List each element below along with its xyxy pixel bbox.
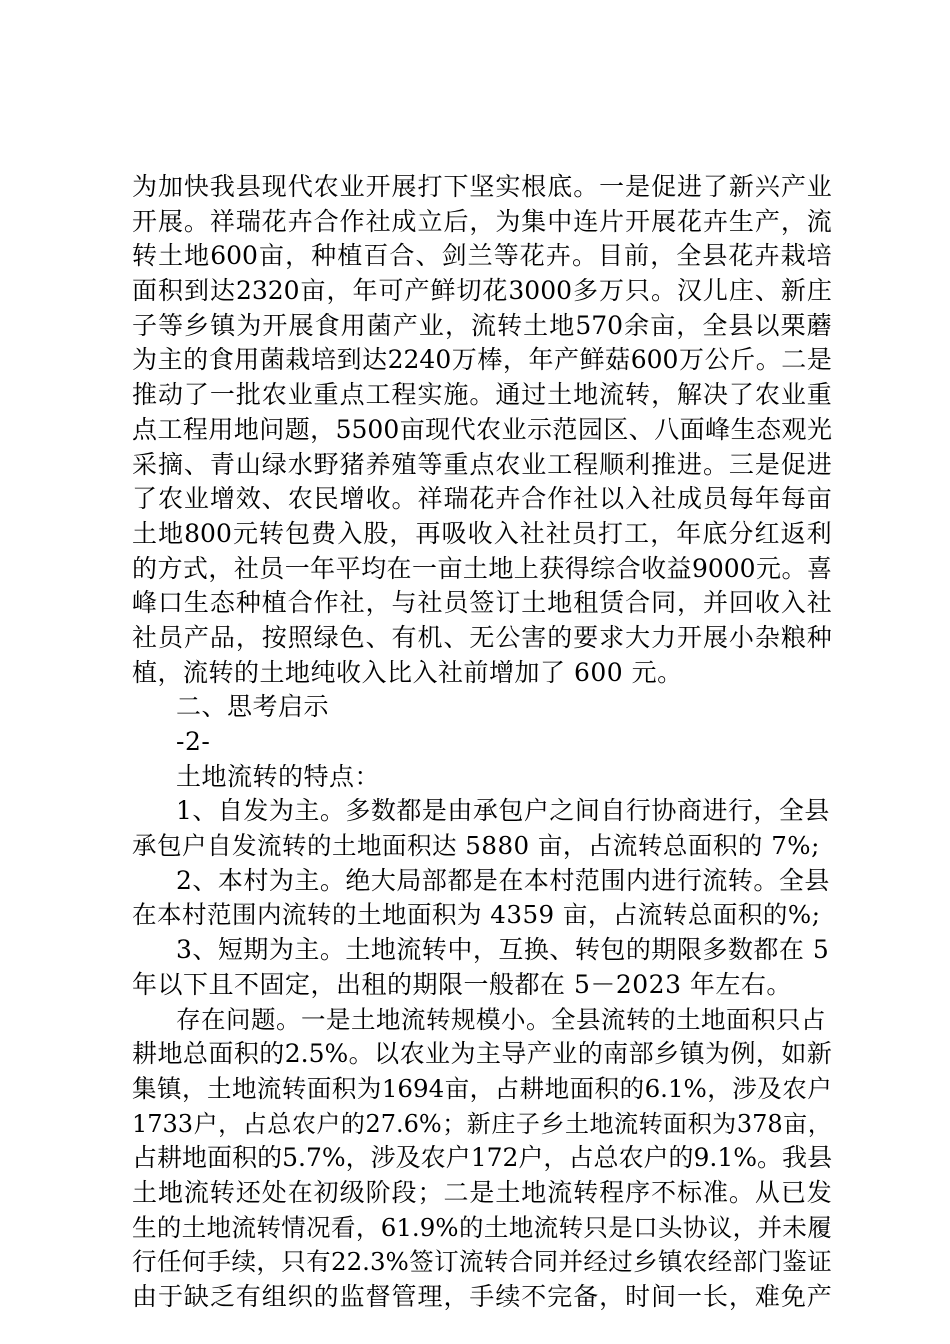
section-heading: 二、思考启示 <box>176 692 330 722</box>
text-line: 植，流转的土地纯收入比入社前增加了 600 元。 <box>132 657 683 687</box>
text-line: 存在问题。一是土地流转规模小。全县流转的土地面积只占 <box>176 1004 826 1034</box>
text-line: 开 展 。 祥 瑞 花 卉 合 作 社 成 立 后 ， 为 集 中 连 片 开 展 花 卉 生 产 ， 流 <box>132 206 832 236</box>
text-line: 土 地 800 元 转 包 费 入 股 ， 再 吸 收 入 社 社 员 打 工 ， 年 底 分 红 返 利 <box>132 518 832 548</box>
text-line: 社 员 产 品 ， 按 照 绿 色 、 有 机 、 无 公 害 的 要 求 大 力 开 展 小 杂 粮 种 <box>132 622 832 652</box>
text-line: 峰 口 生 态 种 植 合 作 社 ， 与 社 员 签 订 土 地 租 赁 合 同 ， 并 回 收 入 社 <box>132 588 832 618</box>
text-line: 采 摘 、 青 山 绿 水 野 猪 养 殖 等 重 点 农 业 工 程 顺 利 推 进 。 三 是 促 进 <box>132 449 832 479</box>
text-line: 由 于 缺 乏 有 组 织 的 监 督 管 理 ， 手 续 不 完 备 ， 时 间 一 长 ， 难 免 产 <box>132 1282 832 1311</box>
text-line: 耕 地 总 面 积 的 2.5% 。 以 农 业 为 主 导 产 业 的 南 部 乡 镇 为 例 ， 如 新 <box>132 1039 832 1069</box>
text-line: 在本村范围内流转的土地面积为 4359 亩，占流转总面积的%; <box>132 900 821 930</box>
text-line: 集 镇 ， 土 地 流 转 面 积 为 1694 亩 ， 占 耕 地 面 积 的 6.1% ， 涉 及 农 户 <box>132 1073 832 1103</box>
text-line: 3、短期为主。土地流转中，互换、转包的期限多数都在 5 <box>176 935 830 965</box>
text-line: 了 农 业 增 效 、 农 民 增 收 。 祥 瑞 花 卉 合 作 社 以 入 社 成 员 每 年 每 亩 <box>132 484 832 514</box>
text-line: 1733 户 ， 占 总 农 户 的 27.6% ； 新 庄 子 乡 土 地 流 转 面 积 为 378 亩 ， <box>132 1109 832 1138</box>
text-line: 为 主 的 食 用 菌 栽 培 到 达 2240 万 棒 ， 年 产 鲜 菇 600 万 公 斤 。 二 是 <box>132 345 832 375</box>
text-line: 1、自发为主。多数都是由承包户之间自行协商进行，全县 <box>176 796 830 826</box>
text-line: 推 动 了 一 批 农 业 重 点 工 程 实 施 。 通 过 土 地 流 转 ， 解 决 了 农 业 重 <box>132 380 832 410</box>
text-line: 2、本村为主。绝大局部都是在本村范围内进行流转。全县 <box>176 865 830 895</box>
text-line: 生 的 土 地 流 转 情 况 看 ， 61.9% 的 土 地 流 转 只 是 口 头 协 议 ， 并 未 履 <box>132 1212 832 1242</box>
text-line: 转 土 地 600 亩 ， 种 植 百 合 、 剑 兰 等 花 卉 。 目 前 ， 全 县 花 卉 栽 培 <box>132 241 832 271</box>
text-line: 年以下且不固定，出租的期限一般都在 5－2023 年左右。 <box>132 969 792 999</box>
text-line: 点 工 程 用 地 问 题 ， 5500 亩 现 代 农 业 示 范 园 区 、 八 面 峰 生 态 观 光 <box>132 414 832 444</box>
text-line: 为 加 快 我 县 现 代 农 业 开 展 打 下 坚 实 根 底 。 一 是 促 进 了 新 兴 产 业 <box>132 172 832 201</box>
text-line: 承包户自发流转的土地面积达 5880 亩，占流转总面积的 7%; <box>132 831 820 861</box>
text-line: 行 任 何 手 续 ， 只 有 22.3% 签 订 流 转 合 同 并 经 过 乡 镇 农 经 部 门 鉴 证 <box>132 1247 832 1277</box>
subheading: 土地流转的特点： <box>176 761 381 791</box>
text-line: 的 方 式 ， 社 员 一 年 平 均 在 一 亩 土 地 上 获 得 综 合 收 益 9000 元 。 喜 <box>132 553 832 583</box>
page-number: -2- <box>176 727 211 756</box>
document-body <box>132 170 832 1315</box>
text-line: 面 积 到 达 2320 亩 ， 年 可 产 鲜 切 花 3000 多 万 只 。 汉 儿 庄 、 新 庄 <box>132 276 832 306</box>
text-line: 子 等 乡 镇 为 开 展 食 用 菌 产 业 ， 流 转 土 地 570 余 亩 ， 全 县 以 栗 蘑 <box>132 310 832 340</box>
text-line: 土 地 流 转 还 处 在 初 级 阶 段 ； 二 是 土 地 流 转 程 序 不 标 准 。 从 已 发 <box>132 1177 832 1207</box>
text-line: 占 耕 地 面 积 的 5.7% ， 涉 及 农 户 172 户 ， 占 总 农 户 的 9.1% 。 我 县 <box>132 1143 833 1173</box>
